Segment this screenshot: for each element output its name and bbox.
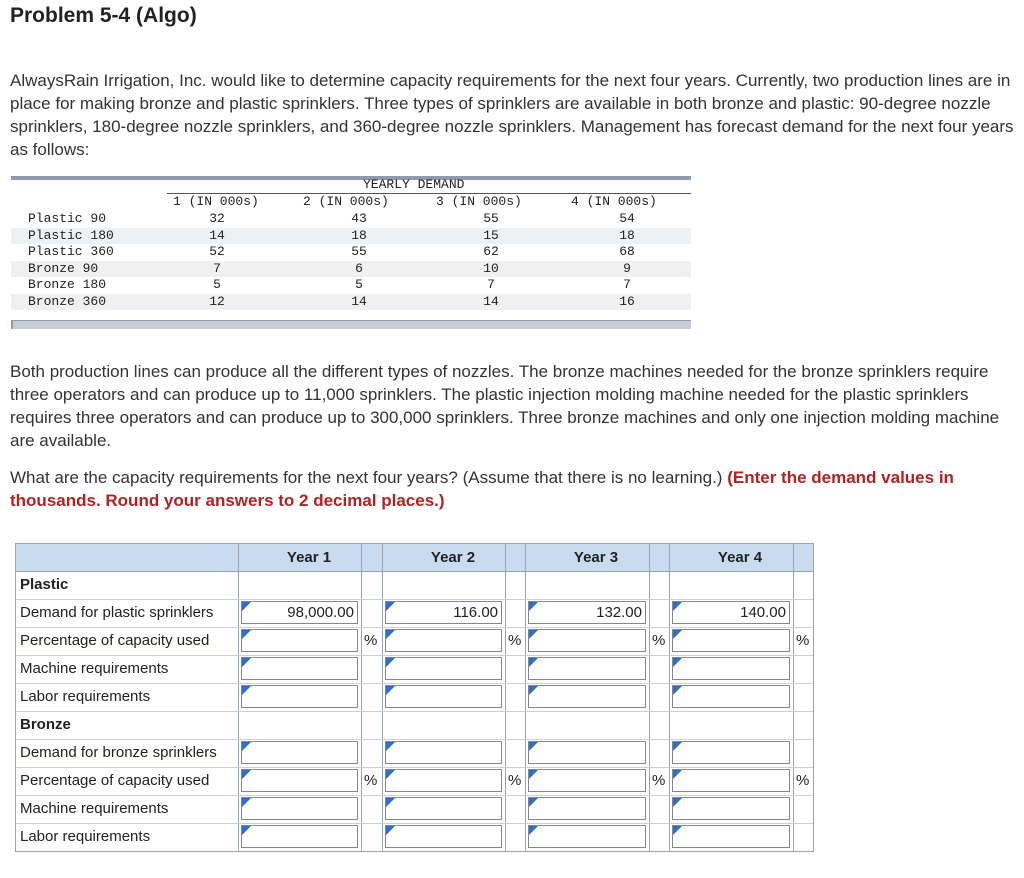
flag-icon bbox=[386, 686, 395, 695]
bronze-demand-year-2-input[interactable] bbox=[385, 741, 502, 764]
cell: 62 bbox=[483, 244, 499, 259]
cell: 12 bbox=[209, 293, 225, 309]
flag-icon bbox=[529, 770, 538, 779]
table-row bbox=[11, 277, 691, 294]
bronze-percentage-row bbox=[16, 767, 813, 796]
plastic-demand-year-3-input[interactable] bbox=[528, 601, 646, 624]
flag-icon bbox=[529, 602, 538, 611]
table-row bbox=[11, 261, 691, 278]
cell: 55 bbox=[483, 211, 499, 226]
row-label: Percentage of capacity used bbox=[20, 772, 210, 789]
plastic-section-label: Plastic bbox=[20, 576, 69, 593]
bronze-labor-row bbox=[16, 823, 813, 851]
row-label: Plastic 90 bbox=[28, 211, 107, 226]
bronze-demand-row bbox=[16, 739, 813, 768]
table-row bbox=[11, 211, 691, 228]
bronze-machine-year-3-input[interactable] bbox=[528, 797, 646, 820]
bronze-machine-year-1-input[interactable] bbox=[241, 797, 358, 820]
table-row bbox=[11, 244, 691, 261]
plastic-demand-year-1-input[interactable] bbox=[241, 601, 358, 624]
bronze-demand-year-1-input[interactable] bbox=[241, 741, 358, 764]
flag-icon bbox=[242, 602, 251, 611]
cell: 14 bbox=[351, 293, 367, 309]
flag-icon bbox=[529, 658, 538, 667]
col-header-2: 2 (IN 000s) bbox=[303, 194, 389, 209]
grid-header bbox=[16, 544, 813, 572]
bronze-percentage-year-1-input[interactable] bbox=[241, 769, 358, 792]
year-1-header: Year 1 bbox=[286, 549, 332, 566]
cell: 7 bbox=[487, 277, 495, 292]
plastic-labor-year-3-input[interactable] bbox=[528, 685, 646, 708]
answer-grid bbox=[15, 543, 814, 852]
percent-symbol: % bbox=[652, 632, 666, 649]
flag-icon bbox=[529, 686, 538, 695]
row-label: Machine requirements bbox=[20, 800, 169, 817]
input-value: 116.00 bbox=[453, 604, 498, 621]
cell: 5 bbox=[213, 277, 221, 292]
flag-icon bbox=[386, 742, 395, 751]
flag-icon bbox=[386, 630, 395, 639]
flag-icon bbox=[242, 770, 251, 779]
row-label: Demand for plastic sprinklers bbox=[20, 604, 214, 621]
flag-icon bbox=[673, 798, 682, 807]
bronze-percentage-year-3-input[interactable] bbox=[528, 769, 646, 792]
intro-paragraph: AlwaysRain Irrigation, Inc. would like to determine capacity requirements for the next four years. Currently, two production lines are in place for making bronze and plastic sprinklers. Three types of sprinklers are available in both bronze and plastic: 90-degree nozzle sprinklers, 180-degree nozzle sprinklers, and 360-degree nozzle sprinklers. Management has forecast demand for the next four years as follows: bbox=[10, 71, 1014, 159]
plastic-demand-year-2-input[interactable] bbox=[385, 601, 502, 624]
flag-icon bbox=[529, 826, 538, 835]
table-top-bar bbox=[11, 176, 691, 180]
plastic-machine-year-1-input[interactable] bbox=[241, 657, 358, 680]
percent-symbol: % bbox=[652, 772, 666, 789]
demand-table bbox=[11, 176, 691, 329]
plastic-labor-year-1-input[interactable] bbox=[241, 685, 358, 708]
row-label: Bronze 180 bbox=[28, 277, 107, 292]
cell: 15 bbox=[483, 227, 499, 243]
flag-icon bbox=[529, 798, 538, 807]
cell: 5 bbox=[355, 277, 363, 292]
machines-paragraph: Both production lines can produce all the different types of nozzles. The bronze machines needed for the bronze sprinklers require three operators and can produce up to 11,000 sprinklers. The plastic injection molding machine needed for the plastic sprinklers requires three operators and can produce up to 300,000 sprinklers. Three bronze machines and only one injection molding machine are available. bbox=[10, 362, 1000, 450]
plastic-percentage-row bbox=[16, 627, 813, 656]
cell: 55 bbox=[351, 244, 367, 259]
cell: 9 bbox=[623, 260, 631, 276]
flag-icon bbox=[242, 826, 251, 835]
row-label: Bronze 360 bbox=[28, 293, 107, 309]
bronze-labor-year-1-input[interactable] bbox=[241, 825, 358, 848]
cell: 6 bbox=[355, 260, 363, 276]
flag-icon bbox=[386, 798, 395, 807]
flag-icon bbox=[242, 630, 251, 639]
cell: 18 bbox=[619, 227, 635, 243]
plastic-percentage-year-4-input[interactable] bbox=[672, 629, 790, 652]
bronze-machine-year-2-input[interactable] bbox=[385, 797, 502, 820]
percent-symbol: % bbox=[508, 632, 522, 649]
cell: 16 bbox=[619, 293, 635, 309]
cell: 14 bbox=[483, 293, 499, 309]
flag-icon bbox=[386, 770, 395, 779]
flag-icon bbox=[673, 742, 682, 751]
cell: 7 bbox=[213, 260, 221, 276]
flag-icon bbox=[386, 602, 395, 611]
table-row bbox=[11, 228, 691, 245]
question-paragraph bbox=[10, 466, 1014, 512]
flag-icon bbox=[529, 742, 538, 751]
row-label: Labor requirements bbox=[20, 688, 151, 705]
instruction-text: (Enter the demand values in thousands. Round your answers to 2 decimal places.) bbox=[10, 468, 954, 510]
row-label: Bronze 90 bbox=[28, 260, 99, 276]
plastic-percentage-year-3-input[interactable] bbox=[528, 629, 646, 652]
flag-icon bbox=[529, 630, 538, 639]
flag-icon bbox=[673, 686, 682, 695]
flag-icon bbox=[673, 826, 682, 835]
bronze-labor-year-4-input[interactable] bbox=[672, 825, 790, 848]
input-value: 98,000.00 bbox=[287, 604, 354, 621]
year-4-header: Year 4 bbox=[717, 549, 763, 566]
cell: 52 bbox=[209, 244, 225, 259]
bronze-machine-year-4-input[interactable] bbox=[672, 797, 790, 820]
year-2-header: Year 2 bbox=[430, 549, 476, 566]
flag-icon bbox=[242, 686, 251, 695]
cell: 43 bbox=[351, 211, 367, 226]
percent-symbol: % bbox=[364, 772, 378, 789]
row-label: Percentage of capacity used bbox=[20, 632, 210, 649]
flag-icon bbox=[673, 658, 682, 667]
plastic-labor-year-2-input[interactable] bbox=[385, 685, 502, 708]
bronze-machine-row bbox=[16, 795, 813, 824]
table-row bbox=[11, 294, 691, 311]
bronze-section-row bbox=[16, 711, 813, 740]
cell: 68 bbox=[619, 244, 635, 259]
percent-symbol: % bbox=[796, 632, 810, 649]
table-bottom-bar bbox=[11, 320, 691, 329]
row-label: Machine requirements bbox=[20, 660, 169, 677]
plastic-labor-row bbox=[16, 683, 813, 712]
bronze-labor-year-2-input[interactable] bbox=[385, 825, 502, 848]
row-label: Labor requirements bbox=[20, 828, 151, 845]
input-value: 132.00 bbox=[596, 604, 642, 621]
col-header-3: 3 (IN 000s) bbox=[436, 194, 522, 209]
flag-icon bbox=[242, 742, 251, 751]
cell: 10 bbox=[483, 260, 499, 276]
bronze-percentage-year-2-input[interactable] bbox=[385, 769, 502, 792]
bronze-percentage-year-4-input[interactable] bbox=[672, 769, 790, 792]
plastic-percentage-year-2-input[interactable] bbox=[385, 629, 502, 652]
cell: 32 bbox=[209, 211, 225, 226]
flag-icon bbox=[386, 658, 395, 667]
page-title: Problem 5-4 (Algo) bbox=[10, 4, 197, 27]
flag-icon bbox=[673, 770, 682, 779]
cell: 54 bbox=[619, 211, 635, 226]
col-header-1: 1 (IN 000s) bbox=[173, 194, 259, 209]
flag-icon bbox=[242, 658, 251, 667]
col-header-4: 4 (IN 000s) bbox=[571, 194, 657, 209]
flag-icon bbox=[673, 630, 682, 639]
plastic-machine-year-4-input[interactable] bbox=[672, 657, 790, 680]
bronze-demand-year-3-input[interactable] bbox=[528, 741, 646, 764]
row-label: Plastic 360 bbox=[28, 244, 114, 259]
plastic-labor-year-4-input[interactable] bbox=[672, 685, 790, 708]
flag-icon bbox=[673, 602, 682, 611]
row-label: Demand for bronze sprinklers bbox=[20, 744, 217, 761]
question-text: What are the capacity requirements for the next four years? (Assume that there is no learning.) bbox=[10, 468, 723, 487]
plastic-percentage-year-1-input[interactable] bbox=[241, 629, 358, 652]
cell: 14 bbox=[209, 227, 225, 243]
plastic-machine-year-3-input[interactable] bbox=[528, 657, 646, 680]
percent-symbol: % bbox=[508, 772, 522, 789]
input-value: 140.00 bbox=[740, 604, 786, 621]
plastic-section-row bbox=[16, 571, 813, 600]
row-label: Plastic 180 bbox=[28, 227, 114, 243]
plastic-machine-row bbox=[16, 655, 813, 684]
bronze-section-label: Bronze bbox=[20, 716, 71, 733]
cell: 7 bbox=[623, 277, 631, 292]
flag-icon bbox=[242, 798, 251, 807]
year-3-header: Year 3 bbox=[573, 549, 619, 566]
percent-symbol: % bbox=[796, 772, 810, 789]
yearly-demand-header: YEARLY DEMAND bbox=[363, 177, 465, 192]
flag-icon bbox=[386, 826, 395, 835]
bronze-demand-year-4-input[interactable] bbox=[672, 741, 790, 764]
plastic-demand-year-4-input[interactable] bbox=[672, 601, 790, 624]
bronze-labor-year-3-input[interactable] bbox=[528, 825, 646, 848]
cell: 18 bbox=[351, 227, 367, 243]
percent-symbol: % bbox=[364, 632, 378, 649]
plastic-machine-year-2-input[interactable] bbox=[385, 657, 502, 680]
plastic-demand-row bbox=[16, 599, 813, 628]
